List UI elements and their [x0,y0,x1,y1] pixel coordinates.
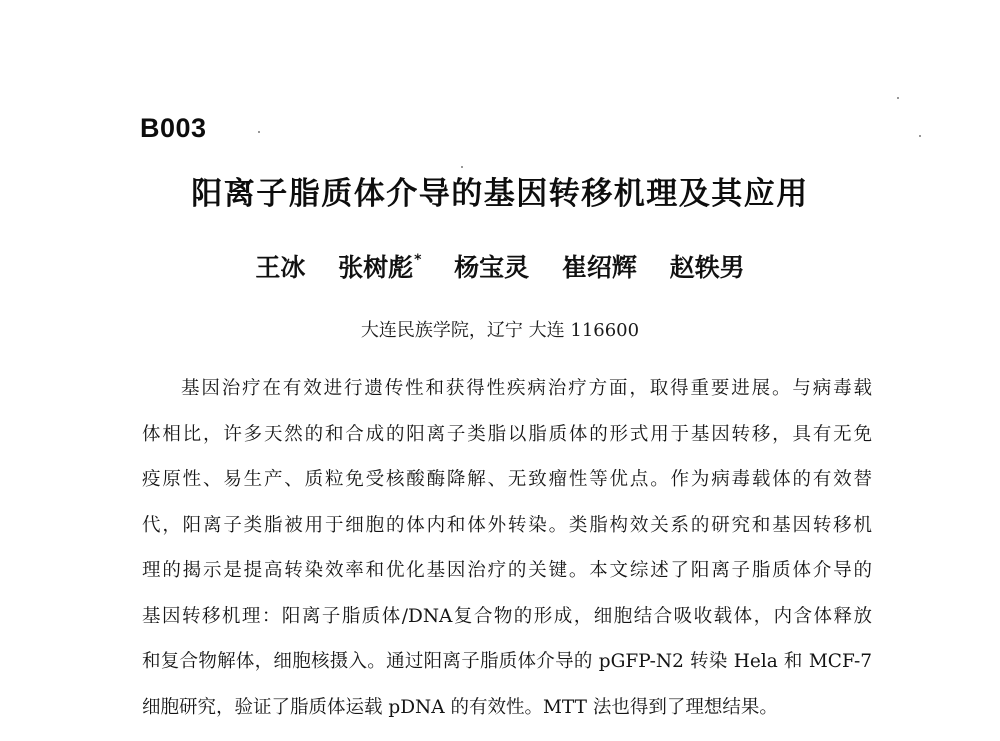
abstract-line: 代，阳离子类脂被用于细胞的体内和体外转染。类脂构效关系的研究和基因转移机 [142,514,872,536]
scan-speck [897,97,899,99]
abstract-line: 疫原性、易生产、质粒免受核酸酶降解、无致瘤性等优点。作为病毒载体的有效替 [142,469,872,490]
scan-speck [258,131,260,133]
author-name: 杨宝灵 [454,253,530,282]
abstract-line: 体相比，许多天然的和合成的阳离子类脂以脂质体的形式用于基因转移，具有无免 [142,423,872,445]
abstract-code: B003 [140,113,207,143]
author-name-corresponding: 张树彪* [338,252,422,282]
abstract-line: 基因转移机理：阳离子脂质体/DNA复合物的形成，细胞结合吸收载体，内含体释放 [142,605,872,627]
scan-speck [919,135,921,137]
author-name: 崔绍辉 [561,253,637,282]
author-list [0,248,1000,284]
scan-speck [461,166,463,168]
author-name: 王冰 [255,253,306,282]
abstract-body [142,372,872,736]
abstract-line: 基因治疗在有效进行遗传性和获得性疾病治疗方面，取得重要进展。与病毒载 [181,378,872,399]
abstract-line: 和复合物解体，细胞核摄入。通过阳离子脂质体介导的 pGFP-N2 转染 Hela 和 MCF-7 [142,651,872,672]
corresponding-author-mark: * [414,252,422,268]
paper-title: 阳离子脂质体介导的基因转移机理及其应用 [191,176,809,212]
abstract-line: 细胞研究，验证了脂质体运载 pDNA 的有效性。MTT 法也得到了理想结果。 [142,696,778,718]
author-name: 赵轶男 [669,253,745,282]
author-affiliation: 大连民族学院，辽宁 大连 116600 [360,320,640,341]
abstract-line: 理的揭示是提高转染效率和优化基因治疗的关键。本文综述了阳离子脂质体介导的 [142,560,872,581]
